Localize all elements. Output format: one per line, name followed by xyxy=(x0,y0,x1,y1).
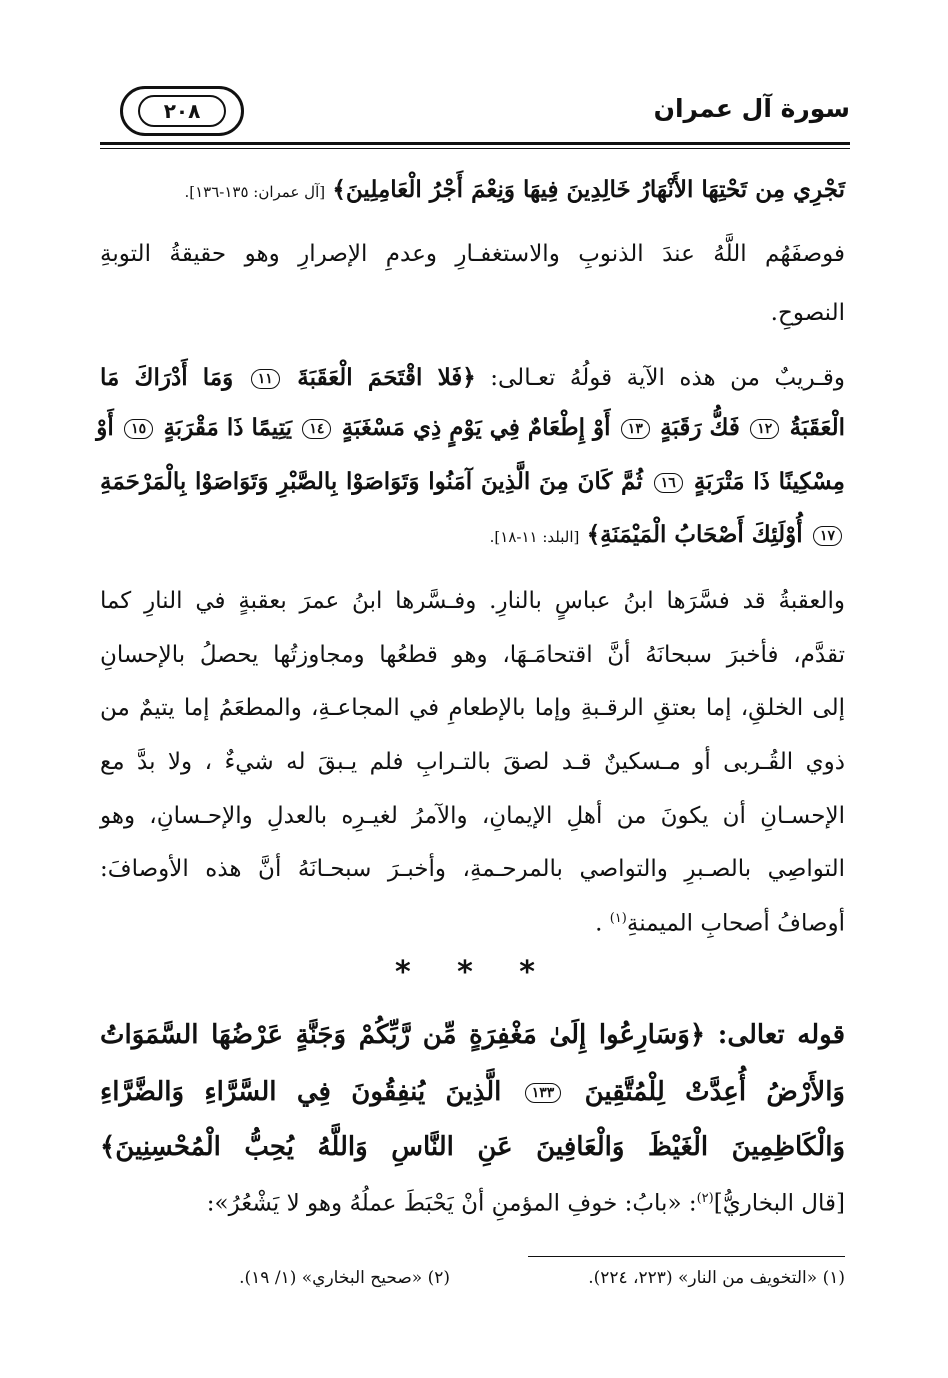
surah-title: سورة آل عمران xyxy=(653,94,850,123)
text-line: النصوحِ. xyxy=(770,300,845,326)
header-rule-thin xyxy=(100,148,850,149)
quran-verse: ﴿فَلا اقْتَحَمَ الْعَقَبَةَ xyxy=(297,364,476,391)
page-number-badge xyxy=(120,86,244,136)
aya-number-marker: ١٣٣ xyxy=(525,1083,562,1103)
text-line: والعقبةُ قد فسَّرَها ابنُ عباسٍ بالنارِ. وفـسَّرها ابنُ عمرَ بعقبةٍ في النارِ كما xyxy=(100,588,845,614)
page-header xyxy=(100,82,850,142)
quran-verse: وَمَا أَدْرَاكَ مَا xyxy=(100,364,234,391)
quran-verse: وَالأَرْضُ أُعِدَّتْ لِلْمُتَّقِينَ xyxy=(584,1077,845,1107)
quran-verse: فَكُّ رَقَبَةٍ xyxy=(660,414,740,441)
section-separator-stars: * * * xyxy=(395,955,553,990)
quran-verse: أَوْ xyxy=(96,414,114,441)
text-line xyxy=(100,912,845,936)
text-line: الإحسـانِ أن يكونَ من أهلِ الإيمانِ، والآمرُ لغيـرِه بالعدلِ والإحـسانِ، وهو xyxy=(100,803,845,829)
text-line: ذوي القُـربى أو مـسكينٌ قـد لصقَ بالتـرابِ فلم يـبقَ له شيءٌ ، ولا بدَّ مع xyxy=(100,749,845,775)
footnote-marker: (١) xyxy=(609,911,627,926)
footnote-separator xyxy=(528,1256,845,1257)
text-line: تقدَّم، فأخبرَ سبحانَهُ أنَّ اقتحامَـهَا، وهو قطعُها ومجاوزتُها يحصلُ بالإحسانِ xyxy=(100,642,845,668)
text-run: قوله تعالى: xyxy=(717,1020,845,1050)
text-run: أوصافُ أصحابِ الميمنةِ xyxy=(626,910,845,937)
text-run: [قال البخاريُّ] xyxy=(713,1190,845,1217)
quran-verse: مِسْكِينًا ذَا مَتْرَبَةٍ xyxy=(693,468,846,495)
text-line xyxy=(100,470,845,494)
text-line: وَالْكَاظِمِينَ الْغَيْظَ وَالْعَافِينَ عَنِ النَّاسِ وَاللَّهُ يُحِبُّ الْمُحْسِنِينَ﴾ xyxy=(100,1132,845,1162)
text-run: وقـريبٌ من هذه الآية قولُهُ تعـالى: xyxy=(490,365,845,391)
aya-number-marker: ١٦ xyxy=(654,473,683,493)
text-line: التواصِي بالصـبرِ والتواصي بالمرحـمةِ، وأخبـرَ سبحـانَهُ أنَّ هذه الأوصافَ: xyxy=(100,856,845,882)
quran-verse: ﴿وَسَارِعُوا إِلَىٰ مَغْفِرَةٍ مِّن رَّبِّكُمْ وَجَنَّةٍ عَرْضُهَا السَّمَوَاتُ xyxy=(100,1020,706,1050)
text-line xyxy=(100,523,845,547)
aya-number-marker: ١٥ xyxy=(124,419,153,439)
quran-verse: يَتِيمًا ذَا مَقْرَبَةٍ xyxy=(163,414,293,441)
text-run: . xyxy=(595,910,610,937)
quran-verse: الَّذِينَ يُنفِقُونَ فِي السَّرَّاءِ وَالضَّرَّاءِ xyxy=(100,1077,502,1107)
text-line xyxy=(100,178,845,202)
text-line: إلى الخلقِ، إما بعتقِ الرقـبةِ وإما بالإطعامِ في المجاعـةِ، والمطعَمُ إما يتيمٌ من xyxy=(100,695,845,721)
verse-reference: [آل عمران: ١٣٥-١٣٦]. xyxy=(184,183,326,201)
text-line: فوصفَهُم اللَّهُ عندَ الذنوبِ والاستغفـارِ وعدمِ الإصرارِ وهو حقيقةُ التوبةِ xyxy=(100,241,845,267)
aya-number-marker: ١٤ xyxy=(302,419,331,439)
footnote-1: (١) «التخويف من النار» (٢٢٣، ٢٢٤). xyxy=(588,1268,845,1288)
text-line xyxy=(96,414,845,441)
quran-verse: الْعَقَبَةُ xyxy=(789,414,845,441)
aya-number-marker: ١١ xyxy=(251,369,280,389)
text-run: : «بابُ: خوفِ المؤمنِ أنْ يَحْبَطَ عملُهُ وهو لا يَشْعُرُ»: xyxy=(206,1190,697,1217)
text-line xyxy=(100,1022,845,1048)
quran-verse: أُوْلَئِكَ أَصْحَابُ الْمَيْمَنَةِ﴾ xyxy=(586,521,803,548)
footnote-marker: (٢) xyxy=(696,1191,714,1206)
footnote-2: (٢) «صحيح البخاري» (١/ ١٩). xyxy=(239,1268,450,1288)
quran-verse: أَوْ إِطْعَامٌ فِي يَوْمٍ ذِي مَسْغَبَةٍ xyxy=(341,414,611,441)
text-line xyxy=(100,366,845,390)
page-number: ٢٠٨ xyxy=(138,95,226,127)
aya-number-marker: ١٣ xyxy=(621,419,650,439)
quran-verse: ثُمَّ كَانَ مِنَ الَّذِينَ آمَنُوا وَتَوَاصَوْا بِالصَّبْرِ وَتَوَاصَوْا بِالْمَرْحَمَةِ xyxy=(100,468,643,495)
aya-number-marker: ١٢ xyxy=(750,419,779,439)
aya-number-marker: ١٧ xyxy=(813,526,842,546)
header-rule-thick xyxy=(100,142,850,145)
text-line xyxy=(100,1192,845,1216)
text-line xyxy=(100,1079,845,1105)
quran-verse: تَجْرِي مِن تَحْتِهَا الأَنْهَارُ خَالِدِينَ فِيهَا وَنِعْمَ أَجْرُ الْعَامِلِينَ﴾ xyxy=(332,176,845,203)
verse-reference: [البلد: ١١-١٨]. xyxy=(489,528,580,546)
